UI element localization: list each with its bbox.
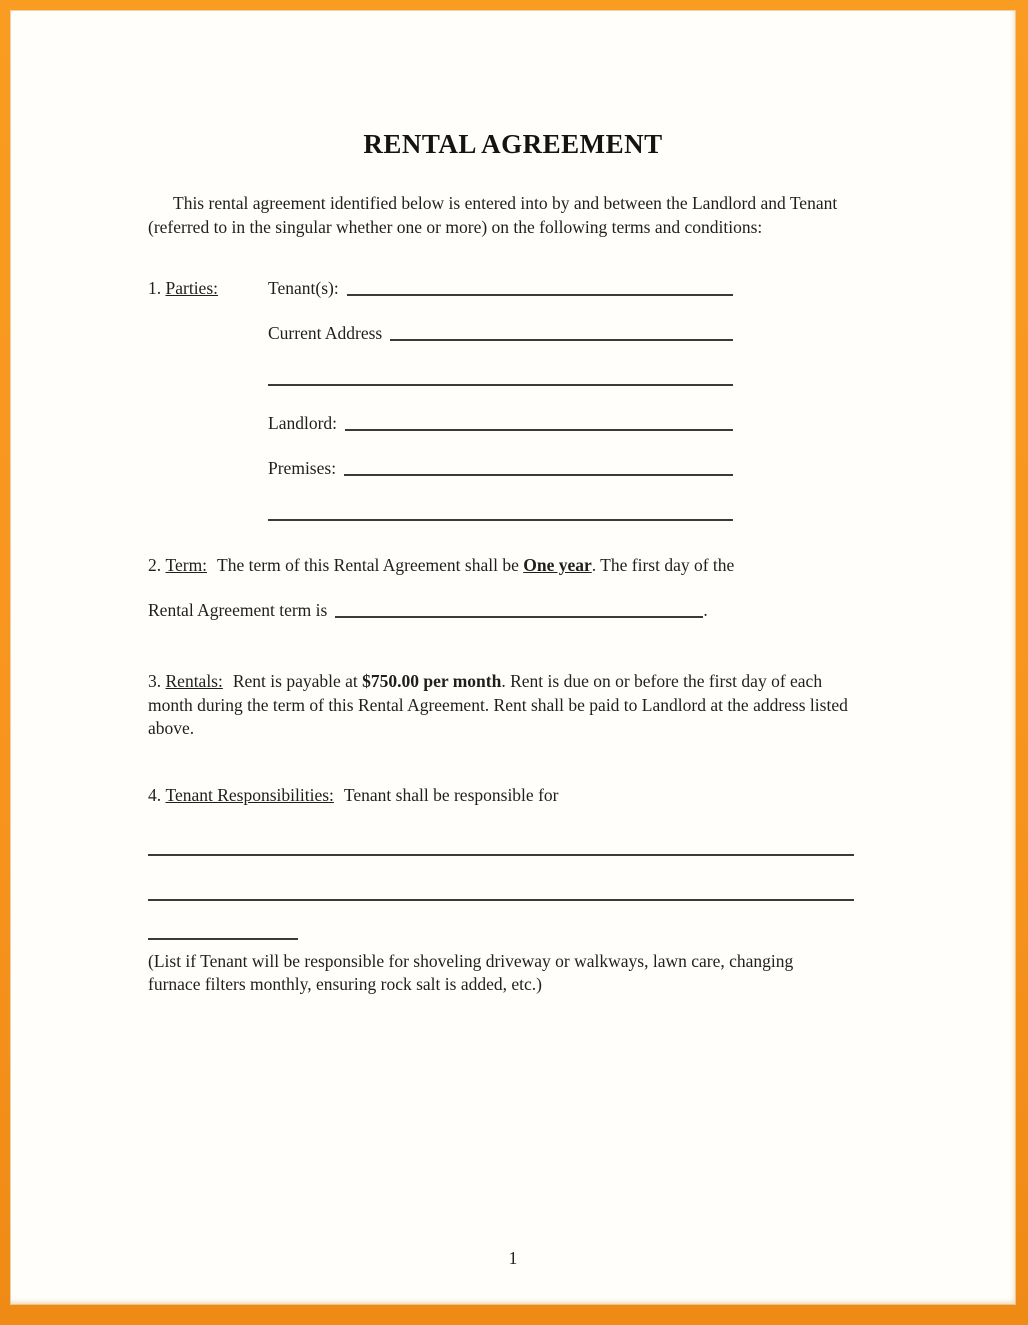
term-fill-label: Rental Agreement term is — [148, 600, 328, 620]
premises-field — [268, 456, 733, 480]
section-title-rentals: Rentals: — [165, 671, 223, 691]
rentals-highlight: $750.00 per month — [362, 671, 502, 691]
responsibilities-blank-line-1 — [148, 854, 854, 856]
responsibilities-text: Tenant shall be responsible for — [343, 784, 559, 805]
section-number: 1. — [148, 278, 162, 298]
term-end-period: . — [703, 600, 708, 620]
section-parties — [148, 255, 870, 525]
term-fill-row — [148, 598, 748, 622]
section-title-responsibilities: Tenant Responsibilities: — [165, 784, 334, 805]
section-title-term: Term: — [165, 555, 208, 575]
document-title: RENTAL AGREEMENT — [363, 129, 663, 159]
rentals-text: Rent is payable at — [232, 671, 358, 691]
parties-row-premises — [148, 435, 870, 480]
landlord-blank-line — [345, 429, 733, 431]
premises-field-label: Premises: — [268, 458, 337, 478]
landlord-field — [268, 411, 733, 435]
section-number: 4. — [148, 784, 162, 805]
document-body — [148, 191, 870, 996]
responsibilities-blank-line-3 — [148, 938, 298, 940]
section-title-parties: Parties: — [165, 278, 218, 298]
rentals-text-after: . Rent is due on or before the first day of each month during the term of this Rental Agreement. Rent shall be paid to Landlord at the address listed above. — [148, 671, 848, 738]
parties-row-current-address — [148, 300, 870, 345]
parties-row-premises-continuation — [148, 480, 870, 525]
current-address-blank-line — [390, 339, 733, 341]
current-address-field-label: Current Address — [268, 323, 383, 343]
section-rentals — [148, 670, 870, 741]
responsibilities-note: (List if Tenant will be responsible for shoveling driveway or walkways, lawn care, changing furnace filters monthly, ensuring rock salt is added, etc.) — [148, 950, 794, 994]
section-responsibilities — [148, 783, 870, 807]
section-number-label — [148, 276, 268, 300]
term-text-after: . The first day of the — [591, 555, 735, 575]
term-highlight: One year — [523, 555, 592, 575]
address-continuation-blank-line — [268, 384, 733, 386]
parties-row-landlord — [148, 390, 870, 435]
responsibilities-blank-line-2 — [148, 899, 854, 901]
page-number: 1 — [508, 1248, 518, 1268]
tenant-field-label: Tenant(s): — [268, 278, 339, 298]
current-address-field — [268, 321, 733, 345]
landlord-field-label: Landlord: — [268, 413, 338, 433]
term-blank-line — [335, 616, 703, 618]
section-number: 3. — [148, 671, 162, 691]
premises-continuation-blank-line — [268, 519, 733, 521]
parties-row-tenant — [148, 255, 870, 300]
section-term — [148, 553, 870, 577]
term-text: The term of this Rental Agreement shall be — [217, 555, 519, 575]
document-page — [10, 10, 1016, 1305]
premises-blank-line — [344, 474, 733, 476]
tenant-field — [268, 276, 733, 300]
tenant-blank-line — [347, 294, 733, 296]
section-number: 2. — [148, 555, 162, 575]
parties-row-address-continuation — [148, 345, 870, 390]
intro-paragraph: This rental agreement identified below is entered into by and between the Landlord and Tenant (referred to in the singular whether one or more) on the following terms and conditions: — [148, 193, 838, 237]
